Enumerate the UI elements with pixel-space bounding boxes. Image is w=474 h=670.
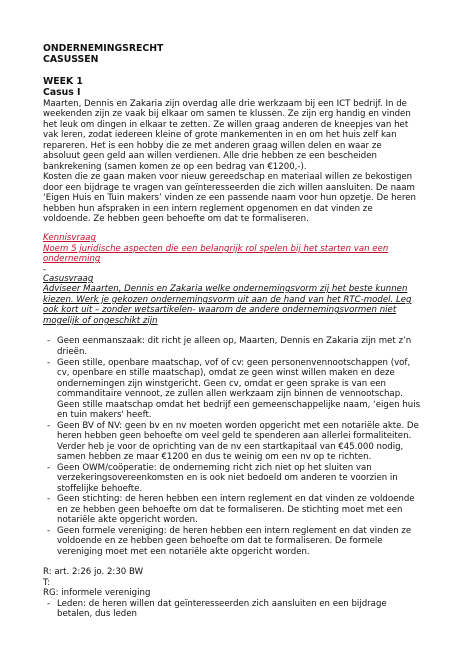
bullet-text: cv, openbare en stille maatschap), omdat ze geen winst willen maken en deze: [57, 368, 395, 378]
rg-line: RG: informele vereniging: [43, 588, 151, 598]
intro-line: weekenden zijn ze vaak bij elkaar om samen te klussen. Ze zijn erg handig en vinden: [43, 109, 411, 119]
bullet-marker: -: [47, 599, 51, 609]
bullet-marker: -: [47, 463, 51, 473]
casusvraag-text: Adviseer Maarten, Dennis en Zakaria welke ondernemingsvorm zij het beste kunnen: [43, 284, 408, 294]
bullet-text: Geen formele vereniging: de heren hebben een intern reglement en dat vinden ze: [57, 526, 412, 536]
bullet-text: drieën.: [57, 347, 88, 357]
casusvraag-text: ook kort uit – zonder wetsartikelen- waarom de andere ondernemingsvormen niet: [43, 305, 397, 315]
intro-line: Kosten die ze gaan maken voor nieuw gereedschap en materiaal willen ze bekostigen: [43, 172, 413, 182]
bullet-text: Geen OWM/coöperatie: de onderneming richt zich niet op het sluiten van: [57, 463, 372, 473]
bullet-marker: -: [47, 336, 51, 346]
intro-line: repareren. Het is een hobby die ze met anderen graag willen delen en waar ze: [43, 141, 382, 151]
intro-line: het leuk om dingen in elkaar te zetten. Ze willen graag anderen de kneepjes van het: [43, 120, 409, 130]
bullet-text: samen hebben ze maar €1200 en dus te weinig om een nv op te richten.: [57, 452, 372, 462]
bullet-text: Geen stille, openbare maatschap, vof of cv: geen personenvennootschappen (vof,: [57, 358, 411, 368]
bullet-text: stoffelijke behoefte.: [57, 484, 143, 494]
bullet-marker: -: [47, 526, 51, 536]
r-line: R: art. 2:26 jo. 2:30 BW: [43, 567, 144, 577]
bullet-text: commanditaire vennoot, ze zullen allen werkzaam zijn binnen de vennootschap.: [57, 389, 403, 399]
bullet-text: Geen BV of NV: geen bv en nv moeten worden opgericht met een notariële akte. De: [57, 421, 419, 431]
bullet-text: notariële akte opgericht worden.: [57, 515, 198, 525]
leden-text: betalen, dus leden: [57, 609, 137, 619]
bullet-marker: -: [47, 358, 51, 368]
casusvraag-text: kiezen. Werk je gekozen ondernemingsvorm uit aan de hand van het RTC-model. Leg: [43, 295, 412, 305]
bullet-text: heren hebben geen behoefte om veel geld te spenderen aan allerlei formaliteiten.: [57, 431, 412, 441]
dash-marker: -: [43, 265, 47, 275]
bullet-text: Geen stille maatschap omdat het bedrijf een gemeenschappelijke naam, ‘eigen huis: [57, 400, 421, 410]
bullet-marker: -: [47, 421, 51, 431]
casusvraag-text: mogelijk of ongeschikt zijn: [43, 316, 158, 326]
intro-line: ‘Eigen Huis en Tuin makers’ vinden ze een passende naam voor hun opzetje. De heren: [43, 193, 416, 203]
bullet-text: verzekeringsovereenkomsten en is ook niet bedoeld om anderen te voorzien in: [57, 473, 398, 483]
bullet-text: en tuin makers' heeft.: [57, 410, 152, 420]
kennisvraag-text: onderneming: [43, 254, 101, 264]
bullet-marker: -: [47, 494, 51, 504]
intro-line: vak leren, zodat iedereen kleine of grote mankementen in en om het huis zelf kan: [43, 130, 397, 140]
casus-heading: Casus I: [43, 87, 81, 98]
intro-line: bankrekening (samen komen ze op een bedrag van €1200,-).: [43, 162, 307, 172]
intro-line: hebben hun afspraken in een intern reglement opgenomen en dat vinden ze: [43, 204, 373, 214]
bullet-text: Geen stichting: de heren hebben een intern reglement en dat vinden ze voldoende: [57, 494, 415, 504]
kennisvraag-label: Kennisvraag: [43, 233, 96, 243]
kennisvraag-text: Noem 5 juridische aspecten die een belangrijk rol spelen bij het starten van een: [43, 244, 389, 254]
leden-text: Leden: de heren willen dat geïnteresseerden zich aansluiten en een bijdrage: [57, 599, 387, 609]
bullet-text: Verder heb je voor de oprichting van de nv een startkapitaal van €45.000 nodig,: [57, 442, 404, 452]
document-subtitle: CASUSSEN: [43, 54, 99, 65]
casusvraag-label: Casusvraag: [43, 274, 94, 284]
intro-line: door een bijdrage te vragen van geïnteresseerden die zich willen aansluiten. De naam: [43, 183, 415, 193]
week-heading: WEEK 1: [43, 76, 83, 87]
bullet-text: en ze hebben geen behoefte om dat te formaliseren. De stichting moet met een: [57, 505, 403, 515]
bullet-text: Geen eenmanszaak: dit richt je alleen op, Maarten, Dennis en Zakaria zijn met z’n: [57, 336, 412, 346]
bullet-text: voldoende en ze hebben geen behoefte om dat te formaliseren. De formele: [57, 536, 383, 546]
intro-line: Maarten, Dennis en Zakaria zijn overdag alle drie werkzaam bij een ICT bedrijf. In de: [43, 99, 407, 109]
bullet-text: vereniging moet met een notariële akte opgericht worden.: [57, 547, 310, 557]
intro-line: voldoende. Ze hebben geen behoefte om dat te formaliseren.: [43, 214, 309, 224]
intro-line: absoluut geen geld aan willen verdienen. Alle drie hebben ze een bescheiden: [43, 151, 377, 161]
document-title: ONDERNEMINGSRECHT: [43, 43, 164, 54]
bullet-text: ondernemingen zijn winstgericht. Geen cv, omdat er geen sprake is van een: [57, 379, 386, 389]
t-line: T:: [43, 578, 51, 588]
